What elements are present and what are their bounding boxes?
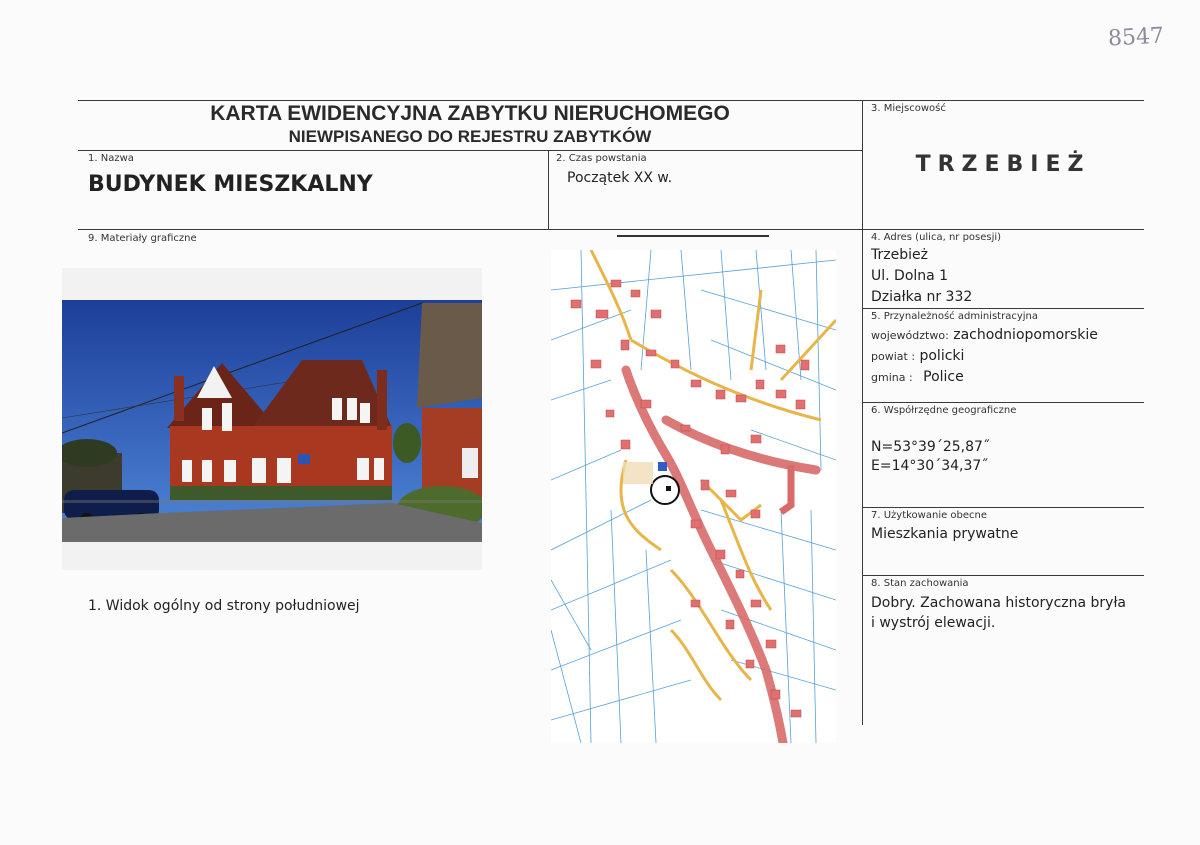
- top-rule: [78, 100, 1144, 101]
- county-value: policki: [919, 348, 965, 364]
- date-value: Początek XX w.: [567, 170, 673, 186]
- date-label: 2. Czas powstania: [556, 153, 647, 164]
- card-title: KARTA EWIDENCYJNA ZABYTKU NIERUCHOMEGO: [210, 102, 730, 125]
- rule-after-usage: [862, 575, 1144, 576]
- object-name: BUDYNEK MIESZKALNY: [88, 172, 373, 197]
- locality-value: TRZEBIEŻ: [915, 152, 1091, 177]
- commune-row: [871, 367, 964, 388]
- address-line-plot: Działka nr 332: [871, 289, 973, 305]
- commune-label: gmina :: [871, 371, 913, 384]
- right-column-divider: [862, 100, 863, 725]
- locality-label: 3. Miejscowość: [871, 103, 946, 114]
- latitude-value: N=53°39´25,87˝: [871, 439, 990, 455]
- voivodeship-label: województwo:: [871, 329, 949, 342]
- cadastral-map-image: [551, 250, 836, 743]
- voivodeship-value: zachodniopomorskie: [953, 327, 1098, 343]
- photo-caption: 1. Widok ogólny od strony południowej: [88, 598, 360, 614]
- building-photo-image: [62, 268, 482, 570]
- handwritten-archive-number: 8547: [1107, 23, 1165, 52]
- longitude-value: E=14°30´34,37˝: [871, 458, 989, 474]
- building-photo: [62, 268, 482, 570]
- cadastral-map: [551, 250, 836, 743]
- condition-label: 8. Stan zachowania: [871, 578, 969, 589]
- title-rule: [78, 150, 862, 151]
- voivodeship-row: [871, 325, 1098, 346]
- graphics-label: 9. Materiały graficzne: [88, 233, 197, 244]
- address-line-town: Trzebież: [871, 247, 928, 263]
- condition-line-1: Dobry. Zachowana historyczna bryła: [871, 595, 1127, 611]
- coordinates-label: 6. Współrzędne geograficzne: [871, 405, 1017, 416]
- rule-after-coords: [862, 507, 1144, 508]
- commune-value: Police: [923, 369, 964, 385]
- county-label: powiat :: [871, 350, 916, 363]
- map-title-stroke: [617, 235, 769, 237]
- name-date-divider: [548, 150, 549, 229]
- name-label: 1. Nazwa: [88, 153, 134, 164]
- rule-after-address: [862, 308, 1144, 309]
- condition-line-2: i wystrój elewacji.: [871, 615, 996, 631]
- card-subtitle: NIEWPISANEGO DO REJESTRU ZABYTKÓW: [288, 127, 652, 146]
- admin-label: 5. Przynależność administracyjna: [871, 311, 1038, 322]
- county-row: [871, 346, 964, 367]
- address-label: 4. Adres (ulica, nr posesji): [871, 232, 1002, 243]
- rule-after-admin: [862, 402, 1144, 403]
- usage-label: 7. Użytkowanie obecne: [871, 510, 988, 521]
- address-line-street: Ul. Dolna 1: [871, 268, 949, 284]
- header-bottom-rule: [78, 229, 1144, 230]
- usage-value: Mieszkania prywatne: [871, 526, 1019, 542]
